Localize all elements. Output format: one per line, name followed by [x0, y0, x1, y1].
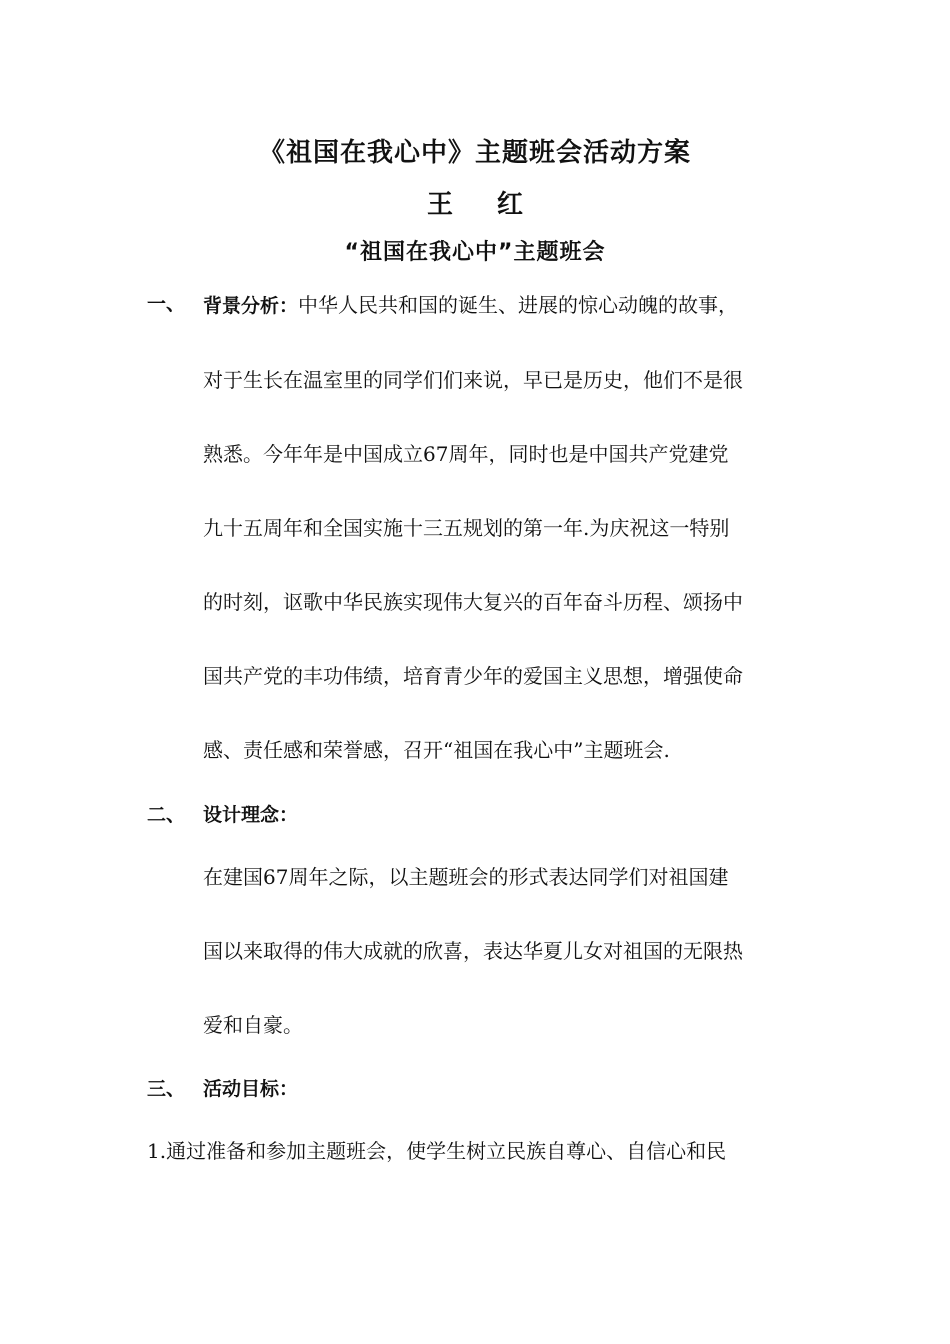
section-heading: 背景分析：	[203, 295, 299, 317]
paragraph-line: 感、责任感和荣誉感，召开“祖国在我心中”主题班会.	[203, 738, 670, 762]
section-heading: 活动目标：	[203, 1078, 299, 1100]
document-title: 《祖国在我心中》主题班会活动方案	[258, 138, 691, 168]
objective-item: 1.通过准备和参加主题班会，使学生树立民族自尊心、自信心和民	[147, 1139, 727, 1163]
paragraph-line: 对于生长在温室里的同学们们来说，早已是历史，他们不是很	[203, 368, 743, 392]
paragraph-line: 爱和自豪。	[203, 1013, 303, 1037]
paragraph-line: 熟悉。今年年是中国成立67周年，同时也是中国共产党建党	[203, 442, 729, 466]
section-first-line	[203, 289, 738, 318]
section-number: 一、	[147, 293, 186, 315]
paragraph-line: 国共产党的丰功伟绩，培育青少年的爱国主义思想，增强使命	[203, 664, 743, 688]
author-name	[0, 184, 950, 221]
paragraph-line: 在建国67周年之际，以主题班会的形式表达同学们对祖国建	[203, 865, 729, 889]
author-name-part1: 王	[426, 190, 453, 220]
section-number: 二、	[147, 804, 186, 826]
document-subtitle: “祖国在我心中”主题班会	[344, 240, 606, 265]
paragraph-line: 九十五周年和全国实施十三五规划的第一年.为庆祝这一特别	[203, 516, 730, 540]
paragraph-line: 的时刻，讴歌中华民族实现伟大复兴的百年奋斗历程、颂扬中	[203, 590, 743, 614]
section-number: 三、	[147, 1078, 186, 1100]
paragraph-line: 国以来取得的伟大成就的欣喜，表达华夏儿女对祖国的无限热	[203, 939, 743, 963]
paragraph-line: 中华人民共和国的诞生、进展的惊心动魄的故事，	[298, 293, 739, 317]
author-name-part2: 红	[497, 190, 524, 220]
section-heading: 设计理念：	[203, 804, 299, 826]
